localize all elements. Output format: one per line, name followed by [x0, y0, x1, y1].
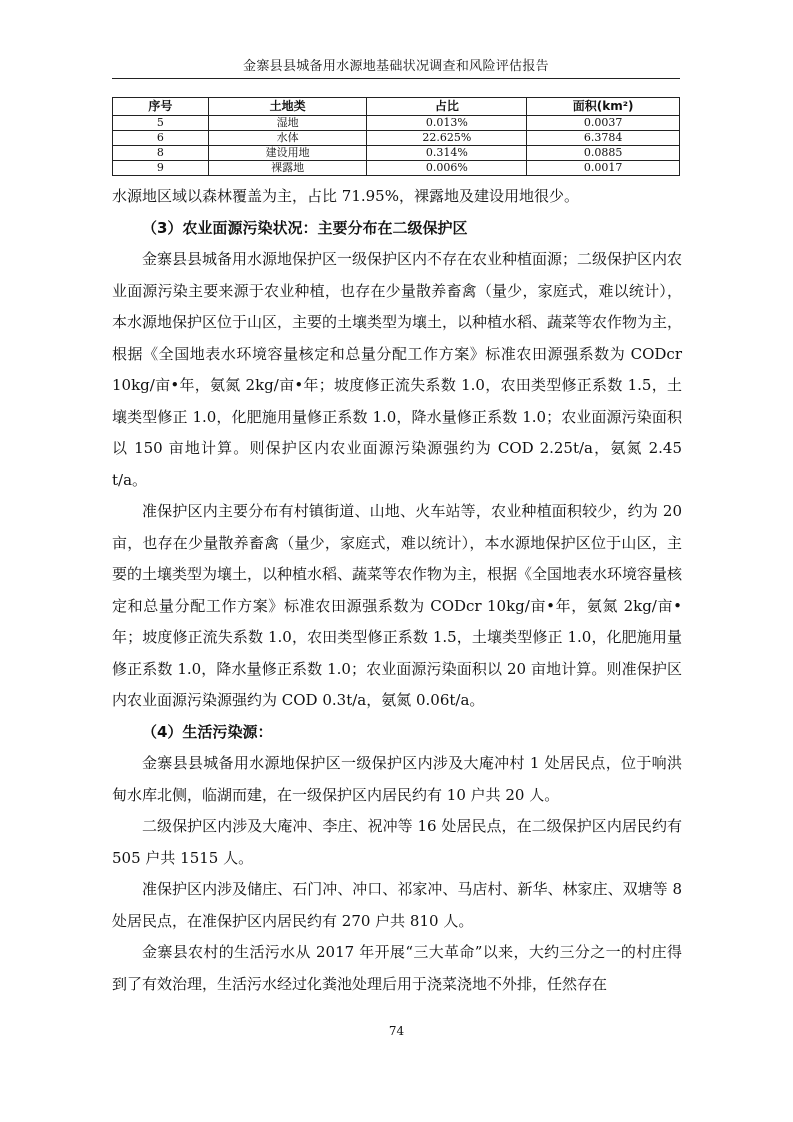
paragraph-land-summary: 水源地区域以森林覆盖为主，占比 71.95%，裸露地及建设用地很少。	[112, 187, 579, 205]
table-cell: 5	[113, 116, 209, 131]
table-cell: 9	[113, 161, 209, 176]
paragraph-quasi-zone-residents: 准保护区内涉及储庄、石门冲、冲口、祁家冲、马店村、新华、林家庄、双塘等 8 处居民点，在准保护区内居民约有 270 户共 810 人。	[112, 880, 682, 930]
paragraph-first-level-residents: 金寨县县城备用水源地保护区一级保护区内涉及大庵冲村 1 处居民点，位于响洪甸水库北侧，临湖而建，在一级保护区内居民约有 10 户共 20 人。	[112, 754, 682, 804]
paragraph-second-level-residents: 二级保护区内涉及大庵冲、李庄、祝冲等 16 处居民点，在二级保护区内居民约有 505 户共 1515 人。	[112, 817, 682, 867]
table-row	[113, 131, 680, 146]
table-header-row	[113, 98, 680, 116]
table-cell: 6	[113, 131, 209, 146]
table-cell: 0.013%	[367, 116, 527, 131]
table-cell: 0.006%	[367, 161, 527, 176]
paragraph-quasi-protection-zone-agriculture: 准保护区内主要分布有村镇街道、山地、火车站等，农业种植面积较少，约为 20 亩，也存在少量散养畜禽（量少，家庭式，难以统计），本水源地保护区位于山区，主要的土壤类型为壤土，以种植水稻、蔬菜等农作物为主，根据《全国地表水环境容量核定和总量分配工作方案》标准农田源强系数为 CODcr 10kg/亩•年，氨氮 2kg/亩•年；坡度修正流失系数 1.0，农田类型修正系数 1.5，土壤类型修正 1.0，化肥施用量修正系数 1.0，降水量修正系数 1.0；农业面源污染面积以 20 亩地计算。则准保护区内农业面源污染源强约为 COD 0.3t/a，氨氮 0.06t/a。	[112, 502, 683, 709]
table-cell: 0.0017	[527, 161, 680, 176]
table-cell: 0.0037	[527, 116, 680, 131]
land-use-table	[112, 97, 680, 176]
table-cell: 0.0885	[527, 146, 680, 161]
running-header: 金寨县县城备用水源地基础状况调查和风险评估报告	[243, 59, 549, 74]
section-heading-agricultural-pollution: （3）农业面源污染状况：主要分布在二级保护区	[142, 218, 468, 237]
header-rule	[112, 78, 680, 79]
page-number: 74	[388, 1024, 405, 1038]
column-header-index: 序号	[113, 98, 209, 116]
section-heading-domestic-pollution: （4）生活污染源：	[142, 722, 273, 741]
column-header-area: 面积(km²)	[527, 98, 680, 116]
table-cell: 8	[113, 146, 209, 161]
table-row	[113, 146, 680, 161]
paragraph-rural-sewage: 金寨县农村的生活污水从 2017 年开展“三大革命”以来，大约三分之一的村庄得到了有效治理，生活污水经过化粪池处理后用于浇菜浇地不外排，任然存在	[112, 943, 682, 993]
paragraph-protection-zone-agriculture: 金寨县县城备用水源地保护区一级保护区内不存在农业种植面源；二级保护区内农业面源污染主要来源于农业种植，也存在少量散养畜禽（量少，家庭式，难以统计），本水源地保护区位于山区，主要的土壤类型为壤土，以种植水稻、蔬菜等农作物为主，根据《全国地表水环境容量核定和总量分配工作方案》标准农田源强系数为 CODcr 10kg/亩•年，氨氮 2kg/亩•年；坡度修正流失系数 1.0，农田类型修正系数 1.5，土壤类型修正 1.0，化肥施用量修正系数 1.0，降水量修正系数 1.0；农业面源污染面积以 150 亩地计算。则保护区内农业面源污染源强约为 COD 2.25t/a，氨氮 2.45 t/a。	[112, 250, 683, 489]
table-cell: 水体	[208, 131, 367, 146]
table-cell: 22.625%	[367, 131, 527, 146]
table-cell: 0.314%	[367, 146, 527, 161]
table-cell: 湿地	[208, 116, 367, 131]
column-header-ratio: 占比	[367, 98, 527, 116]
column-header-land-type: 土地类	[208, 98, 367, 116]
table-row	[113, 161, 680, 176]
table-cell: 裸露地	[208, 161, 367, 176]
table-cell: 6.3784	[527, 131, 680, 146]
table-cell: 建设用地	[208, 146, 367, 161]
table-row	[113, 116, 680, 131]
body-text	[112, 181, 682, 1000]
